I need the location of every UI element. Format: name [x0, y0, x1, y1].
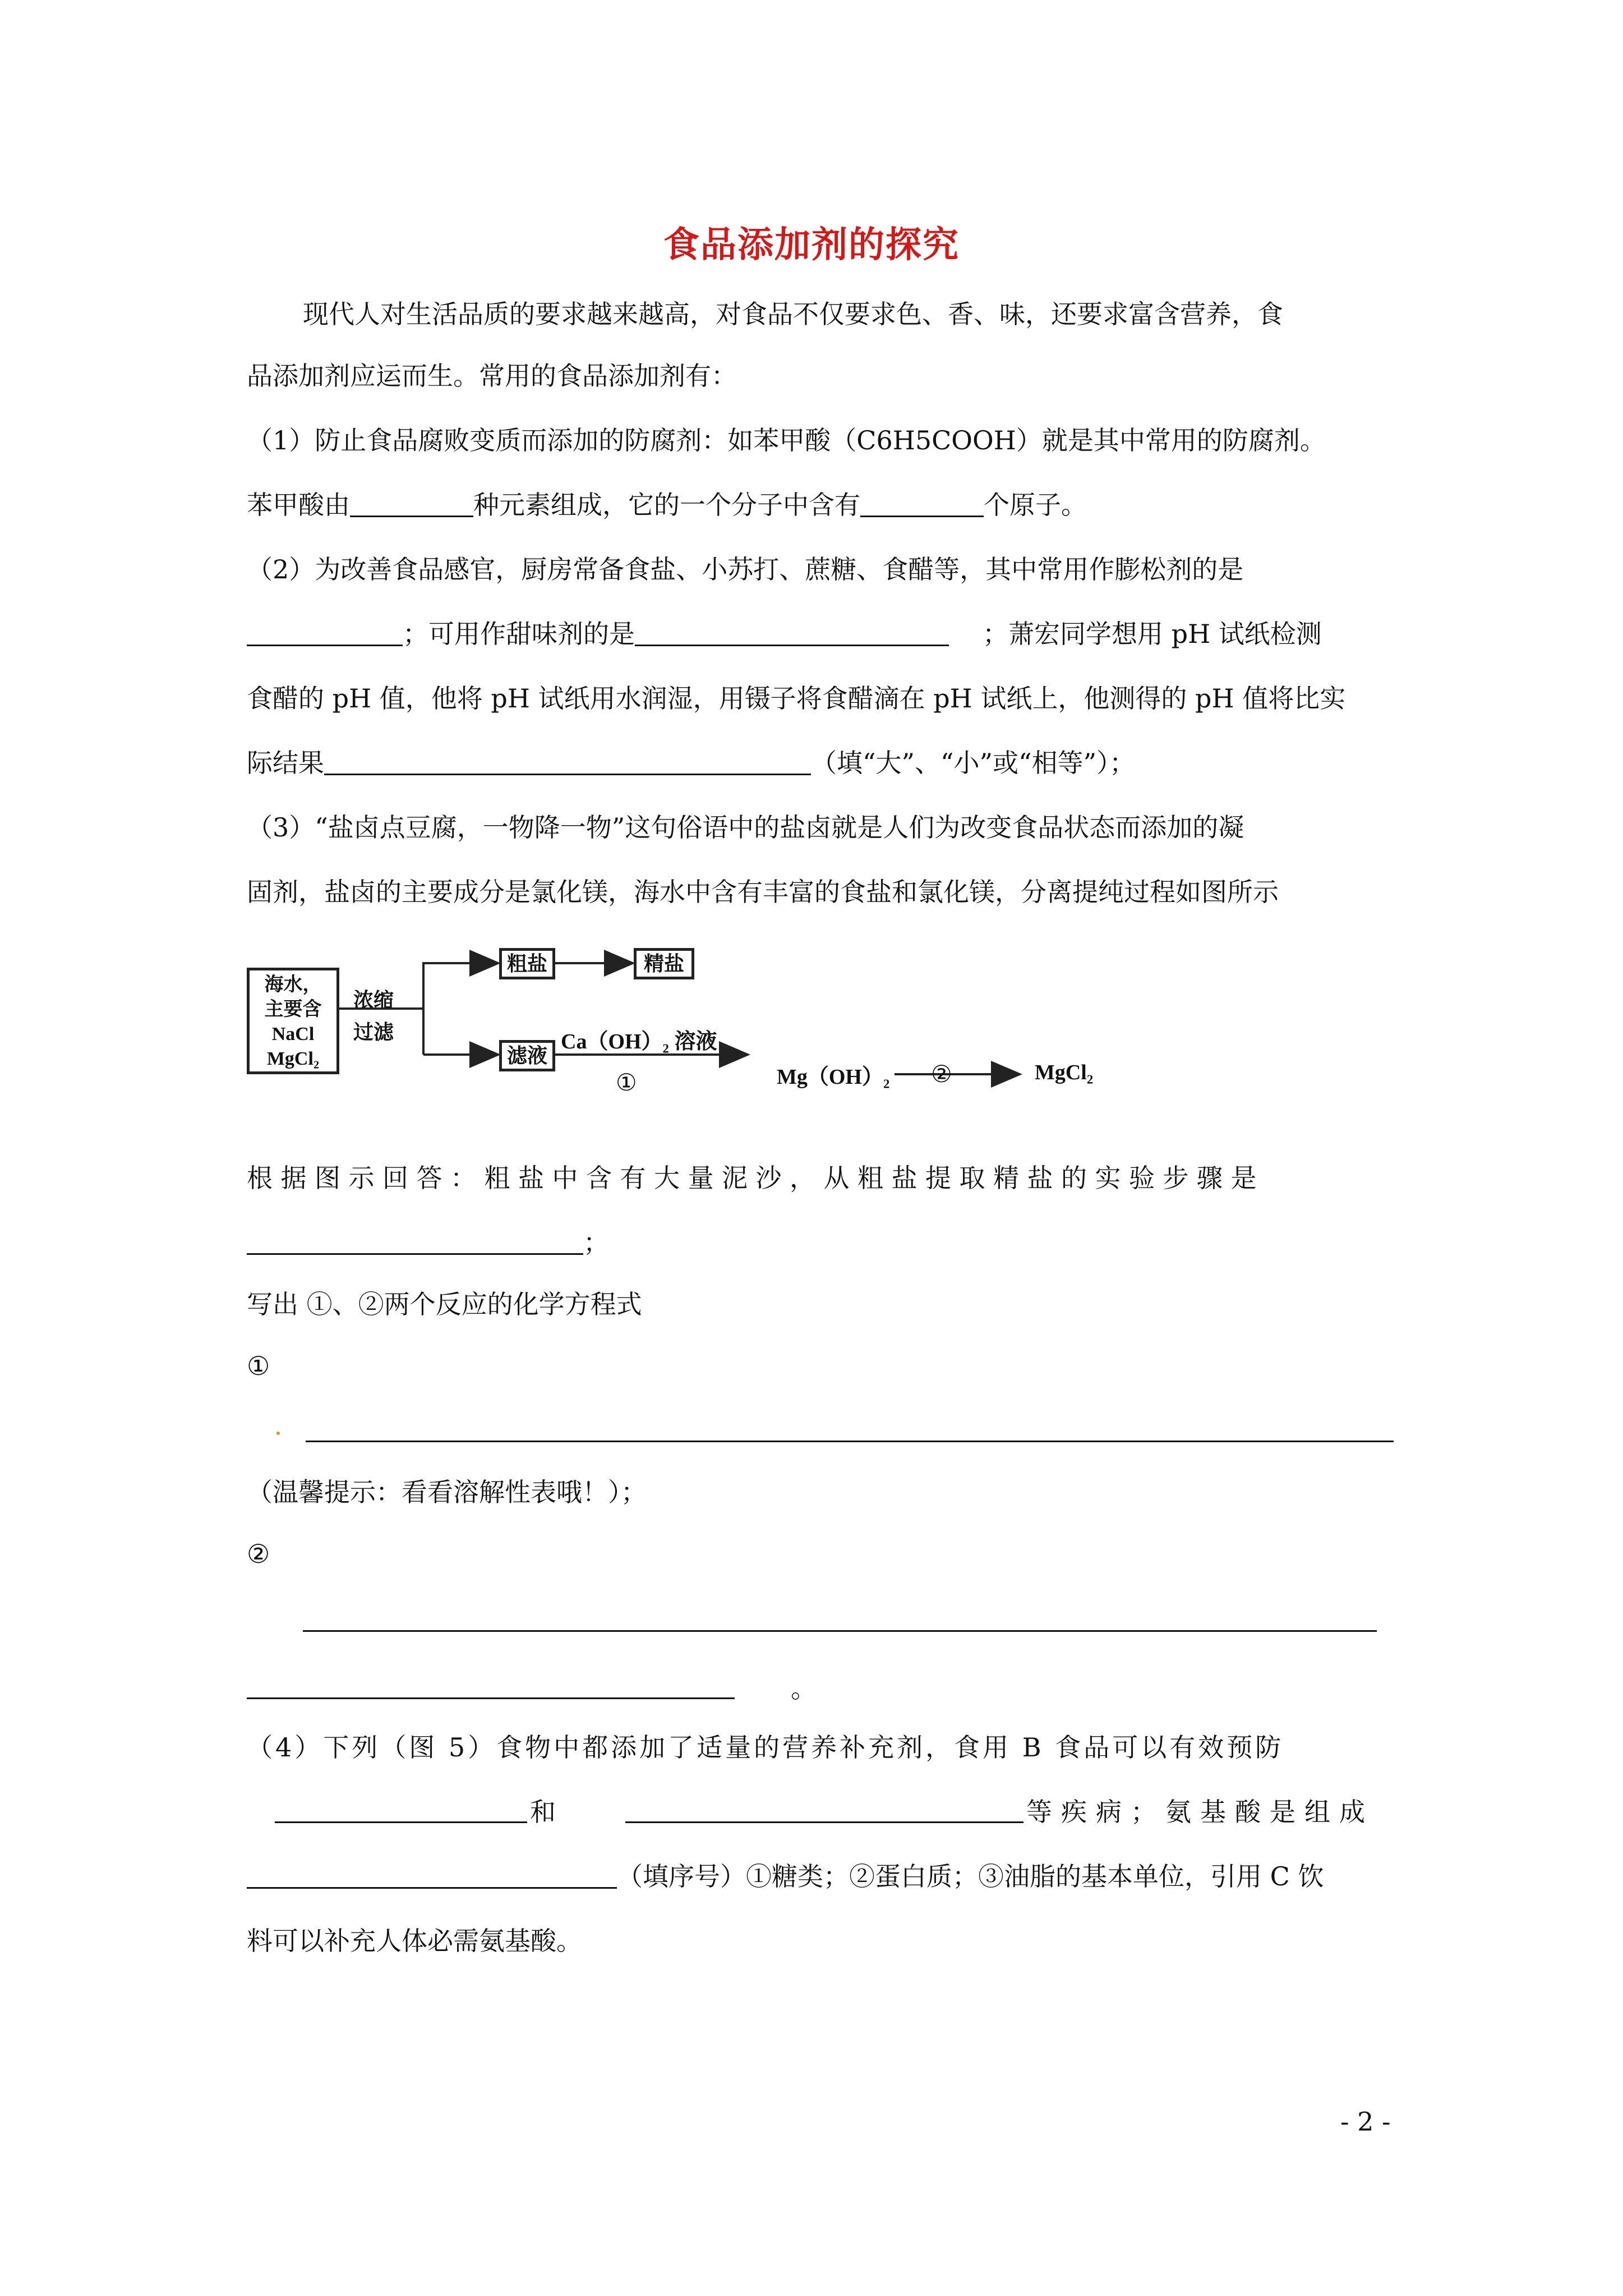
q4-text-c: （填序号）①糖类；②蛋白质；③油脂的基本单位，引用 C 饮 — [617, 1861, 1324, 1892]
q3-end-mark: 。 — [791, 1673, 817, 1704]
q2-text-a: ；可用作甜味剂的是 — [403, 619, 635, 649]
q3-line-4 — [247, 1226, 609, 1259]
mgcl2-product-label: MgCl₂ — [1035, 1061, 1094, 1084]
intro-line-2: 品添加剂应运而生。常用的食品添加剂有： — [247, 361, 737, 391]
seawater-label-1: 海水， — [264, 974, 322, 995]
q3-mark-1: ① — [247, 1351, 270, 1381]
reagent-label: Ca（OH）₂ 溶液 — [561, 1030, 717, 1053]
fine-salt-box: 精盐 — [634, 948, 694, 979]
q3-hint: （温馨提示：看看溶解性表哦！）； — [247, 1477, 647, 1507]
q2-line-3: 食醋的 pH 值，他将 pH 试纸用水润湿，用镊子将食醋滴在 pH 试纸上，他测得的 pH 值将比实 — [247, 683, 1346, 714]
q4-text-b: 等疾病；氨基酸是组成 — [1026, 1797, 1374, 1827]
step-1-marker: ① — [616, 1070, 637, 1096]
q3-text-semicolon: ； — [583, 1227, 609, 1258]
q4-text-and: 和 — [530, 1797, 556, 1827]
q1-text-a: 苯甲酸由 — [247, 490, 350, 520]
step-concentrate-label: 浓缩 — [353, 989, 394, 1011]
q3-blank-steps[interactable] — [247, 1228, 583, 1255]
page-title: 食品添加剂的探究 — [663, 224, 960, 266]
q3-line-1: （3）“盐卤点豆腐，一物降一物”这句俗语中的盐卤就是人们为改变食品状态而添加的凝 — [247, 812, 1244, 843]
q4-line-3 — [247, 1860, 1324, 1893]
stray-dot — [276, 1432, 280, 1435]
q3-mark-2: ② — [247, 1539, 270, 1569]
q2-line-1: （2）为改善食品感官，厨房常备食盐、小苏打、蔗糖、食醋等，其中常用作膨松剂的是 — [247, 554, 1244, 585]
q4-blank-disease-2[interactable] — [625, 1821, 1023, 1823]
intro-line-1: 现代人对生活品质的要求越来越高，对食品不仅要求色、香、味，还要求富含营养，食 — [303, 299, 1283, 329]
q3-blank-equation-2a[interactable] — [303, 1630, 1377, 1632]
step-filter-label: 过滤 — [353, 1021, 394, 1043]
page-number: - 2 - — [1340, 2106, 1391, 2137]
q3-line-2: 固剂，盐卤的主要成分是氯化镁，海水中含有丰富的食盐和氯化镁，分离提纯过程如图所示 — [247, 877, 1279, 907]
q3-blank-equation-1[interactable] — [306, 1441, 1394, 1442]
seawater-label-3: NaCl — [271, 1024, 315, 1045]
q3-line-3: 根据图示回答：粗盐中含有大量泥沙，从粗盐提取精盐的实验步骤是 — [247, 1163, 1265, 1193]
q4-line-1: （4）下列（图 5）食物中都添加了适量的营养补充剂，食用 B 食品可以有效预防 — [247, 1732, 1284, 1763]
step-2-marker: ② — [931, 1062, 952, 1088]
q3-blank-equation-2b[interactable] — [247, 1697, 735, 1699]
mg-hydroxide-label: Mg（OH）₂ — [777, 1065, 890, 1089]
q2-text-b: ；萧宏同学想用 pH 试纸检测 — [983, 619, 1322, 649]
filtrate-box: 滤液 — [499, 1040, 555, 1071]
q4-blank-disease-1[interactable] — [275, 1821, 527, 1823]
q4-blank-number[interactable] — [247, 1862, 617, 1889]
q2-text-d: （填“大”、“小”或“相等”）； — [811, 748, 1136, 778]
seawater-label-2: 主要含 — [264, 999, 322, 1020]
q2-text-c: 际结果 — [247, 748, 324, 778]
seawater-label-4: MgCl₂ — [266, 1048, 320, 1069]
q3-line-5: 写出 ①、②两个反应的化学方程式 — [247, 1289, 642, 1319]
q4-line-4: 料可以补充人体必需氨基酸。 — [247, 1926, 582, 1956]
q1-text-b: 种元素组成，它的一个分子中含有 — [473, 490, 860, 520]
crude-salt-box: 粗盐 — [499, 948, 555, 979]
q1-text-c: 个原子。 — [984, 490, 1087, 520]
q1-line-1: （1）防止食品腐败变质而添加的防腐剂：如苯甲酸（C6H5COOH）就是其中常用的防腐剂。 — [247, 425, 1326, 455]
